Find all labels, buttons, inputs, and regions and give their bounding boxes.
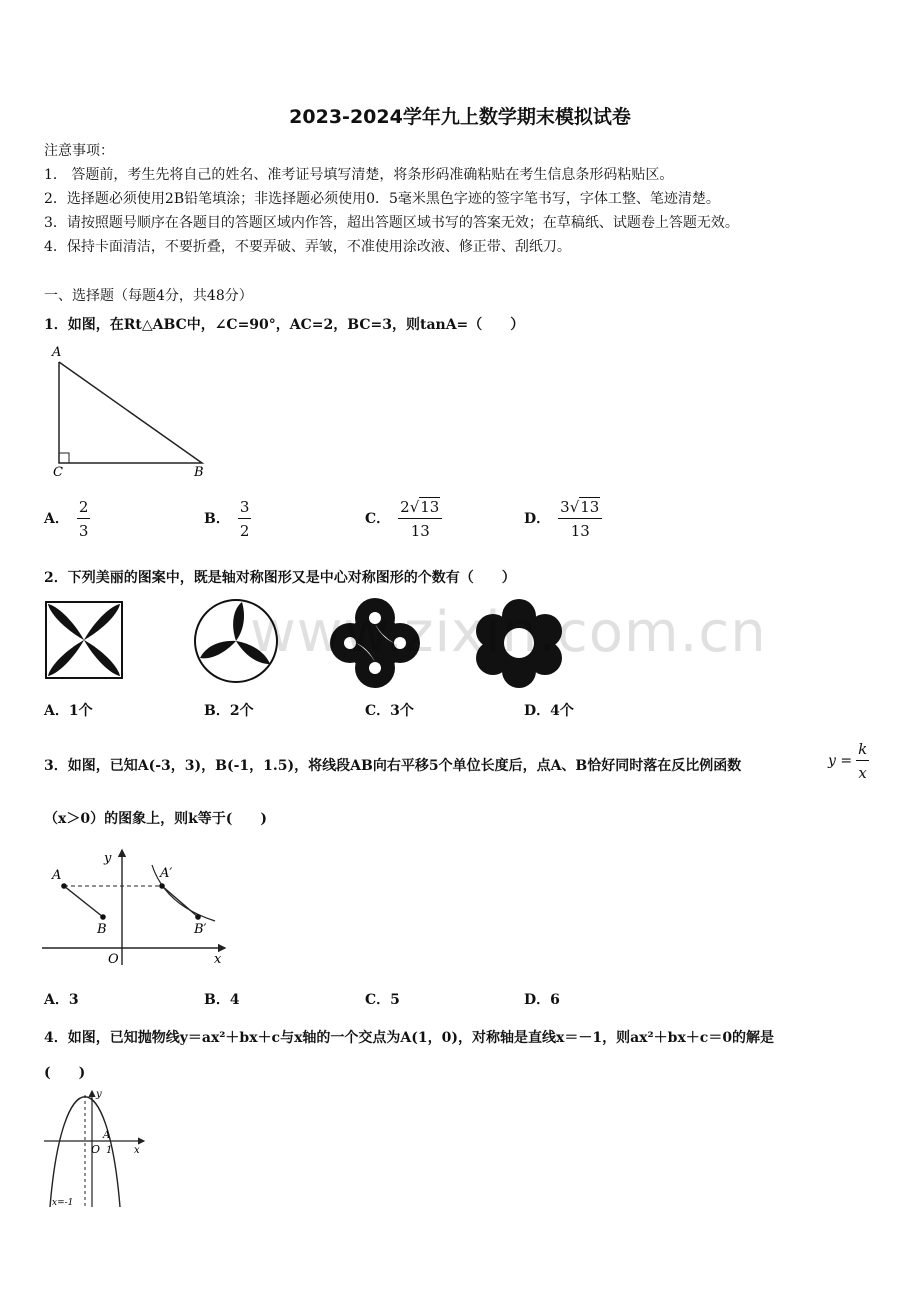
q1-label-b: B (194, 465, 204, 480)
notice-item-1: 1． 答题前，考生先将自己的姓名、准考证号填写清楚，将条形码准确粘贴在考生信息条形码粘贴区。 (44, 167, 674, 183)
q4-answer-paren: ( ) (44, 1065, 86, 1081)
q4-stem: 4．如图，已知抛物线y＝ax²＋bx＋c与x轴的一个交点为A(1，0)，对称轴是直线x＝－1，则ax²＋bx＋c＝0的解是 (44, 1030, 775, 1046)
q1-option-d[interactable]: D． $\frac{3√13}{13}$ (524, 498, 602, 540)
q3-label-a: A (52, 868, 62, 883)
q3-function: y = $\frac{k}{x}$ (828, 740, 868, 782)
page-title: 2023-2024学年九上数学期末模拟试卷 (289, 106, 631, 128)
q2-option-c[interactable]: C．3个 (365, 703, 414, 719)
watermark: www.zixin.com.cn (250, 600, 767, 665)
q1-option-a[interactable]: A． $\frac{2}{3}$ (44, 498, 89, 540)
q3-label-b: B (97, 922, 107, 937)
section-heading: 一、选择题（每题4分，共48分） (44, 288, 253, 304)
q1-option-c[interactable]: C． $\frac{2√13}{13}$ (365, 498, 442, 540)
q1-label-c: C (53, 465, 63, 480)
q3-label-o: O (108, 952, 119, 967)
q4-label-axis: x=-1 (52, 1198, 74, 1208)
q3-stem-cont: （x＞0）的图象上，则k等于( ) (44, 811, 268, 827)
notice-item-2: 2．选择题必须使用2B铅笔填涂；非选择题必须使用0．5毫米黑色字迹的签字笔书写，字体工整、笔迹清楚。 (44, 191, 720, 207)
q2-option-b[interactable]: B．2个 (204, 703, 254, 719)
q3-option-c[interactable]: C．5 (365, 992, 400, 1008)
q1-label-a: A (52, 345, 62, 360)
notice-heading: 注意事项： (44, 143, 114, 159)
q3-stem: 3．如图，已知A(-3，3)，B(-1，1.5)，将线段AB向右平移5个单位长度后，点A、B恰好同时落在反比例函数 (44, 758, 742, 774)
q3-label-b-prime: B′ (194, 922, 207, 937)
q3-option-a[interactable]: A．3 (44, 992, 79, 1008)
q4-label-a: A (103, 1130, 111, 1141)
q3-label-a-prime: A′ (160, 866, 173, 881)
q1-triangle-figure (44, 340, 224, 480)
q3-label-y: y (104, 851, 112, 866)
q4-label-x: x (134, 1145, 140, 1156)
q3-option-b[interactable]: B．4 (204, 992, 240, 1008)
q2-option-d[interactable]: D．4个 (524, 703, 574, 719)
q4-label-one: 1 (106, 1145, 113, 1156)
notice-item-3: 3．请按照题号顺序在各题目的答题区域内作答，超出答题区域书写的答案无效；在草稿纸、试题卷上答题无效。 (44, 215, 739, 231)
q1-option-b[interactable]: B． $\frac{3}{2}$ (204, 498, 250, 540)
q3-option-d[interactable]: D．6 (524, 992, 560, 1008)
q4-label-y: y (96, 1089, 102, 1100)
q3-label-x: x (214, 952, 222, 967)
q4-label-o: O (91, 1143, 101, 1156)
q1-stem: 1．如图，在Rt△ABC中，∠C=90°，AC=2，BC=3，则tanA=（ ） (44, 317, 525, 333)
q2-option-a[interactable]: A．1个 (44, 703, 93, 719)
q2-pattern-petal-square (44, 600, 124, 680)
q3-graph-figure (40, 845, 240, 970)
q4-parabola-figure (40, 1085, 160, 1210)
q2-stem: 2．下列美丽的图案中，既是轴对称图形又是中心对称图形的个数有（ ） (44, 570, 516, 586)
notice-item-4: 4．保持卡面清洁，不要折叠，不要弄破、弄皱，不准使用涂改液、修正带、刮纸刀。 (44, 239, 571, 255)
